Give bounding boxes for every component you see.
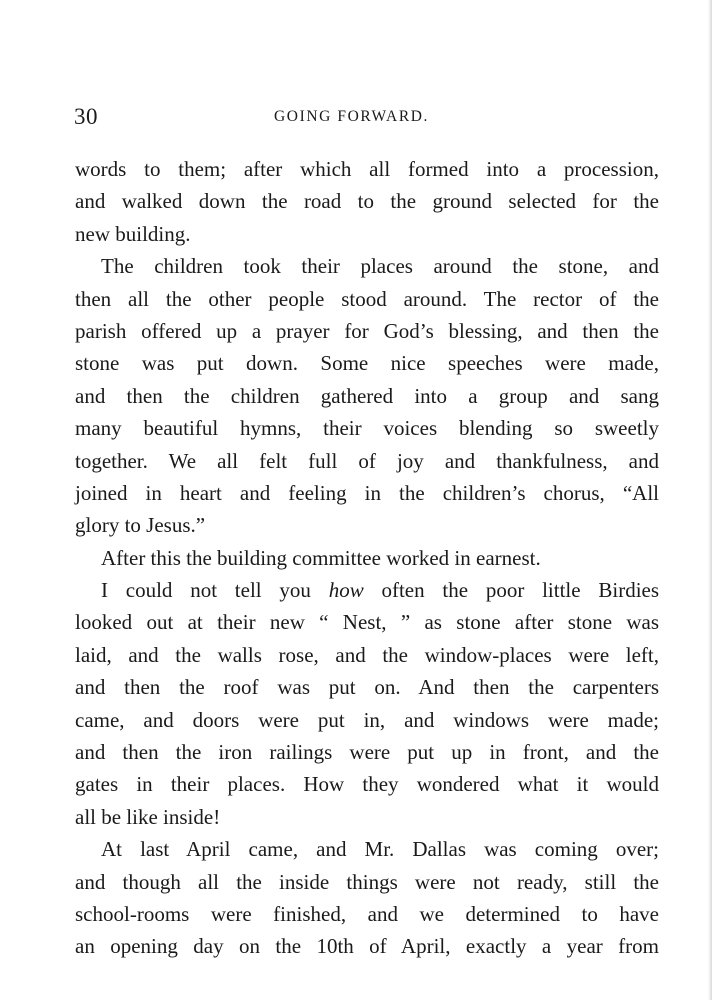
text-line: parish offered up a prayer for God’s blessing, and then the: [75, 318, 659, 343]
text-line: and then the children gathered into a group and sang: [75, 383, 659, 408]
text-line: gates in their places. How they wondered what it would: [75, 772, 659, 797]
page-number: 30: [74, 104, 98, 129]
text-line: After this the building committee worked in earnest.: [101, 545, 541, 570]
text-line: and walked down the road to the ground selected for the: [75, 189, 659, 214]
paragraph: [75, 250, 659, 542]
text-line: The children took their places around the stone, and: [101, 254, 659, 279]
text-line: then all the other people stood around. The rector of the: [75, 286, 659, 311]
text-line: and then the iron railings were put up in front, and the: [75, 740, 659, 765]
text-line: joined in heart and feeling in the children’s chorus, “All: [75, 480, 659, 505]
paragraph: [75, 542, 659, 574]
text-segment: I could not tell you: [101, 578, 311, 603]
text-line: an opening day on the 10th of April, exactly a year from: [75, 934, 659, 959]
text-line: looked out at their new “ Nest, ” as stone after stone was: [75, 610, 659, 635]
paragraph: [75, 833, 659, 963]
text-line: glory to Jesus.”: [75, 513, 206, 538]
text-line: words to them; after which all formed into a procession,: [75, 157, 659, 181]
text-line: and though all the inside things were not ready, still the: [75, 869, 659, 894]
page-header: [74, 104, 660, 134]
paragraph: [75, 574, 659, 833]
text-line: laid, and the walls rose, and the window-places were left,: [75, 642, 659, 667]
text-segment: often the poor little Birdies: [381, 578, 660, 603]
text-line: many beautiful hymns, their voices blending so sweetly: [75, 416, 659, 441]
page-edge-shadow: [708, 0, 712, 1000]
text-line: together. We all felt full of joy and thankfulness, and: [75, 448, 659, 473]
text-line: school-rooms were finished, and we determined to have: [75, 901, 659, 926]
text-line: At last April came, and Mr. Dallas was coming over;: [101, 837, 659, 862]
running-title: GOING FORWARD.: [274, 108, 430, 125]
paragraph: [75, 153, 659, 250]
text-line: all be like inside!: [75, 804, 221, 829]
text-line: and then the roof was put on. And then the carpenters: [75, 675, 659, 700]
text-line: [75, 574, 659, 606]
text-line: stone was put down. Some nice speeches were made,: [75, 351, 659, 376]
body-text: [75, 153, 659, 963]
text-line: new building.: [75, 221, 191, 246]
text-line: came, and doors were put in, and windows were made;: [75, 707, 659, 732]
emphasized-word: how: [328, 578, 364, 603]
